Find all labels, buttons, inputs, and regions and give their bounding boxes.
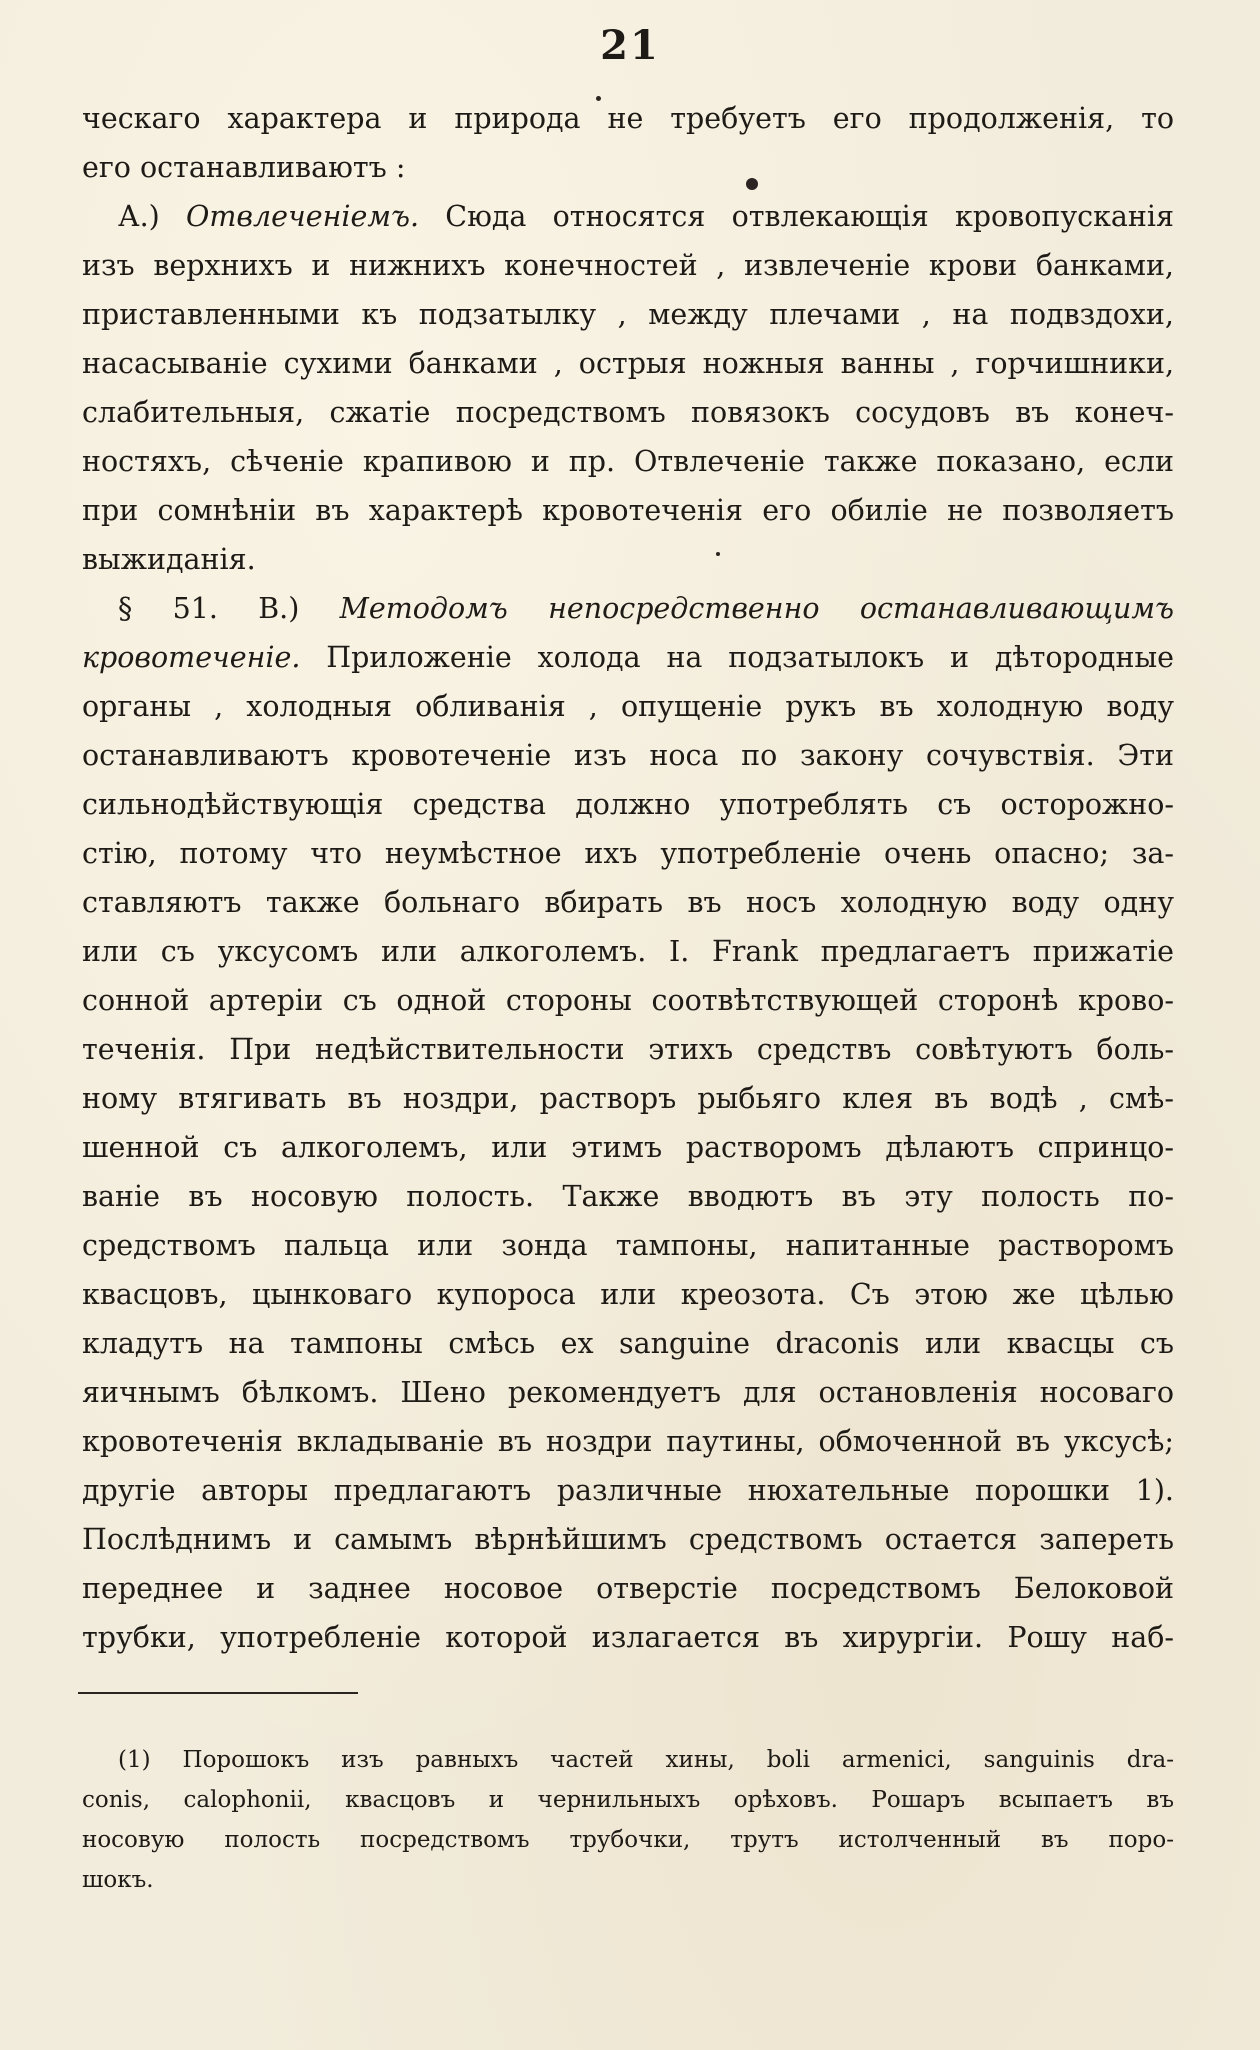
text-line: [82, 388, 1174, 437]
text-line: [82, 1564, 1174, 1613]
text-line: [82, 1221, 1174, 1270]
text-line: [82, 1025, 1174, 1074]
text-line: [82, 731, 1174, 780]
text-run: Приложеніе холода на подзатылокъ и дѣтородные: [300, 641, 1174, 674]
text-run: сильнодѣйствующія средства должно употреблять съ осторожно-: [82, 788, 1174, 821]
text-run: приставленными къ подзатылку , между плечами , на подвздохи,: [82, 298, 1174, 331]
text-run: выжиданія.: [82, 543, 256, 576]
text-line: [82, 143, 1174, 192]
footnote-divider: [78, 1692, 358, 1694]
text-line: [82, 486, 1174, 535]
page-number: 21: [600, 22, 660, 69]
footnote-line: шокъ.: [82, 1867, 154, 1893]
text-run: квасцовъ, цынковаго купороса или креозота. Съ этою же цѣлью: [82, 1278, 1174, 1311]
text-run: А.): [118, 200, 186, 233]
text-line: [82, 1172, 1174, 1221]
text-line: [82, 878, 1174, 927]
scan-speck: [746, 178, 758, 190]
text-line: [82, 1466, 1174, 1515]
text-line: [82, 535, 1174, 584]
text-line: [82, 633, 1174, 682]
text-run: средствомъ пальца или зонда тампоны, напитанные растворомъ: [82, 1229, 1174, 1262]
text-line: [82, 437, 1174, 486]
italic-text-run: кровотеченіе.: [82, 641, 301, 674]
footnote-line: носовую полость посредствомъ трубочки, трутъ истолченный въ поро-: [82, 1827, 1174, 1853]
text-line: [82, 339, 1174, 388]
text-run: при сомнѣніи въ характерѣ кровотеченія его обиліе не позволяетъ: [82, 494, 1174, 527]
text-run: яичнымъ бѣлкомъ. Шено рекомендуетъ для остановленія носоваго: [82, 1376, 1174, 1409]
text-run: его останавливаютъ :: [82, 151, 406, 184]
scan-speck: [716, 552, 720, 556]
text-run: теченія. При недѣйствительности этихъ средствъ совѣтуютъ боль-: [82, 1033, 1174, 1066]
text-line: [82, 1270, 1174, 1319]
text-line: [82, 584, 1174, 633]
text-run: § 51. В.): [118, 592, 340, 625]
text-run: ностяхъ, сѣченіе крапивою и пр. Отвлеченіе также показано, если: [82, 445, 1174, 478]
text-line: [82, 94, 1174, 143]
text-line: [82, 976, 1174, 1025]
text-run: Сюда относятся отвлекающія кровопусканія: [419, 200, 1174, 233]
text-line: [82, 1613, 1174, 1662]
text-run: слабительныя, сжатіе посредствомъ повязокъ сосудовъ въ конеч-: [82, 396, 1174, 429]
text-run: ваніе въ носовую полость. Также вводютъ въ эту полость по-: [82, 1180, 1174, 1213]
footnote-line: conis, calophonii, квасцовъ и чернильныхъ орѣховъ. Рошаръ всыпаетъ въ: [82, 1787, 1174, 1813]
text-run: кладутъ на тампоны смѣсь ex sanguine draconis или квасцы съ: [82, 1327, 1174, 1360]
text-run: изъ верхнихъ и нижнихъ конечностей , извлеченіе крови банками,: [82, 249, 1174, 282]
text-line: [82, 290, 1174, 339]
text-line: [82, 192, 1174, 241]
text-line: [82, 241, 1174, 290]
text-line: [82, 927, 1174, 976]
scan-speck: [596, 96, 601, 101]
text-line: [82, 829, 1174, 878]
footnote-block: [82, 1740, 1174, 1900]
footnote-line: (1) Порошокъ изъ равныхъ частей хины, boli armenici, sanguinis dra-: [118, 1747, 1174, 1773]
text-run: кровотеченія вкладываніе въ ноздри паутины, обмоченной въ уксусѣ;: [82, 1425, 1174, 1458]
text-run: сонной артеріи съ одной стороны соотвѣтствующей сторонѣ крово-: [82, 984, 1174, 1017]
text-run: ческаго характера и природа не требуетъ его продолженія, то: [82, 102, 1174, 135]
text-run: или съ уксусомъ или алкоголемъ. I. Frank предлагаетъ прижатіе: [82, 935, 1174, 968]
text-run: насасываніе сухими банками , острыя ножныя ванны , горчишники,: [82, 347, 1174, 380]
text-line: [82, 682, 1174, 731]
text-line: [82, 1417, 1174, 1466]
italic-text-run: Отвлеченіемъ.: [186, 200, 420, 233]
main-text-block: [82, 94, 1174, 1662]
text-line: [82, 1368, 1174, 1417]
italic-text-run: Методомъ непосредственно останавливающимъ: [339, 592, 1174, 625]
text-run: ставляютъ также больнаго вбирать въ носъ холодную воду одну: [82, 886, 1174, 919]
text-line: [82, 1074, 1174, 1123]
text-line: [82, 780, 1174, 829]
text-line: [82, 1319, 1174, 1368]
text-run: останавливаютъ кровотеченіе изъ носа по закону сочувствія. Эти: [82, 739, 1174, 772]
text-run: другіе авторы предлагаютъ различные нюхательные порошки 1).: [82, 1474, 1174, 1507]
text-run: органы , холодныя обливанія , опущеніе рукъ въ холодную воду: [82, 690, 1174, 723]
text-run: ному втягивать въ ноздри, растворъ рыбьяго клея въ водѣ , смѣ-: [82, 1082, 1174, 1115]
text-run: Послѣднимъ и самымъ вѣрнѣйшимъ средствомъ остается запереть: [82, 1523, 1174, 1556]
text-line: [82, 1123, 1174, 1172]
text-run: стію, потому что неумѣстное ихъ употребленіе очень опасно; за-: [82, 837, 1174, 870]
text-run: трубки, употребленіе которой излагается въ хирургіи. Рошу наб-: [82, 1621, 1174, 1654]
text-run: шенной съ алкоголемъ, или этимъ растворомъ дѣлаютъ спринцо-: [82, 1131, 1174, 1164]
text-line: [82, 1515, 1174, 1564]
text-run: переднее и заднее носовое отверстіе посредствомъ Белоковой: [82, 1572, 1174, 1605]
